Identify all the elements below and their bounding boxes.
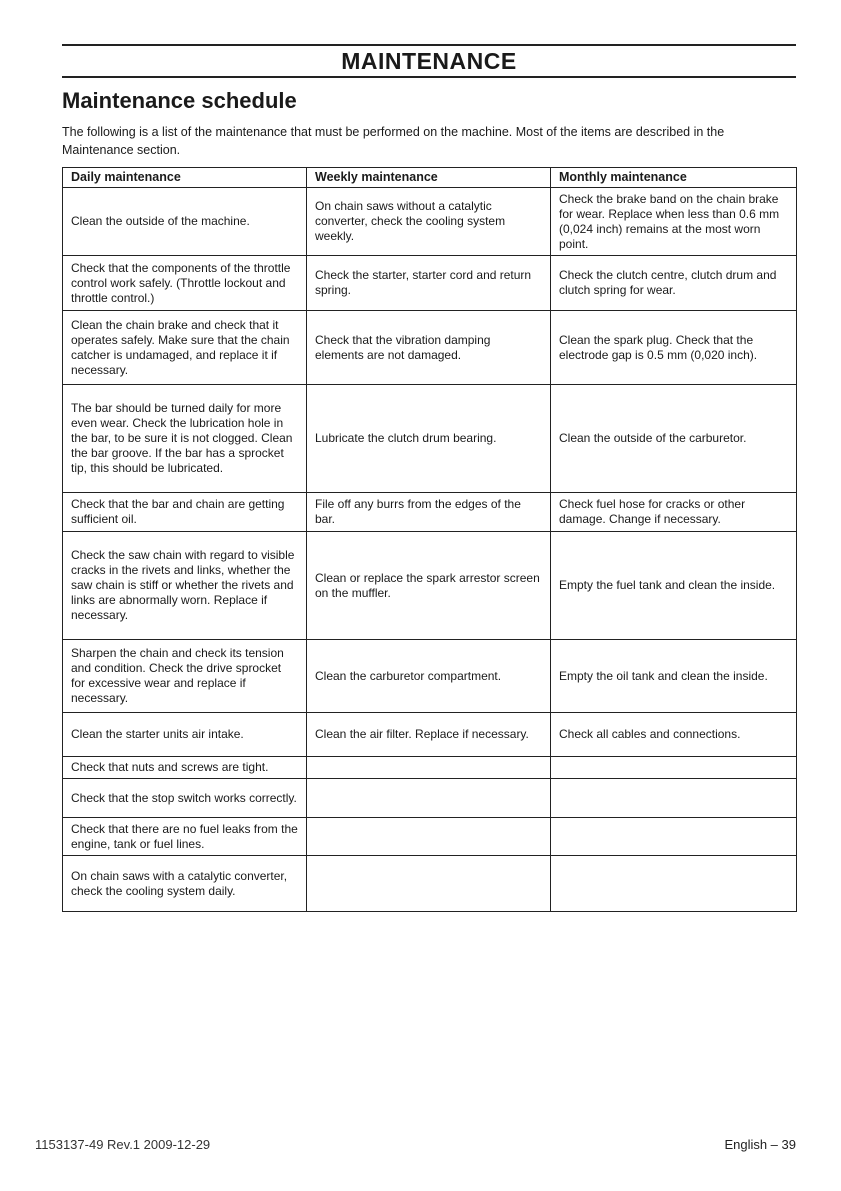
column-header-weekly: Weekly maintenance (307, 168, 551, 188)
monthly-task: Empty the fuel tank and clean the inside. (551, 532, 797, 640)
monthly-task (551, 818, 797, 856)
weekly-task (307, 818, 551, 856)
daily-task: Check the saw chain with regard to visible cracks in the rivets and links, whether the saw chain is stiff or whether the rivets and links are abnormally worn. Replace if necessary. (63, 532, 307, 640)
maintenance-table (62, 167, 797, 912)
daily-task: Sharpen the chain and check its tension and condition. Check the drive sprocket for excessive wear and replace if necessary. (63, 640, 307, 713)
weekly-task: File off any burrs from the edges of the bar. (307, 493, 551, 532)
document-id: 1153137-49 Rev.1 2009-12-29 (35, 1137, 211, 1152)
weekly-task: Clean the carburetor compartment. (307, 640, 551, 713)
table-header-row (63, 168, 797, 188)
monthly-task: Clean the outside of the carburetor. (551, 385, 797, 493)
top-rule (62, 44, 796, 46)
daily-task: Check that the bar and chain are getting sufficient oil. (63, 493, 307, 532)
table-row (63, 713, 797, 757)
daily-task: Clean the outside of the machine. (63, 188, 307, 256)
table-row (63, 311, 797, 385)
weekly-task (307, 856, 551, 912)
weekly-task: Check the starter, starter cord and return spring. (307, 256, 551, 311)
page-number: English – 39 (724, 1137, 796, 1152)
table-row (63, 385, 797, 493)
table-row (63, 188, 797, 256)
column-header-monthly: Monthly maintenance (551, 168, 797, 188)
monthly-task: Check all cables and connections. (551, 713, 797, 757)
table-row (63, 640, 797, 713)
monthly-task (551, 779, 797, 818)
daily-task: Check that the components of the throttle control work safely. (Throttle lockout and throttle control.) (63, 256, 307, 311)
weekly-task (307, 757, 551, 779)
monthly-task (551, 856, 797, 912)
monthly-task: Clean the spark plug. Check that the electrode gap is 0.5 mm (0,020 inch). (551, 311, 797, 385)
daily-task: Check that there are no fuel leaks from the engine, tank or fuel lines. (63, 818, 307, 856)
monthly-task: Empty the oil tank and clean the inside. (551, 640, 797, 713)
table-row (63, 757, 797, 779)
daily-task: The bar should be turned daily for more even wear. Check the lubrication hole in the bar, to be sure it is not clogged. Clean the bar groove. If the bar has a sprocket tip, this should be lubricated. (63, 385, 307, 493)
table-row (63, 779, 797, 818)
weekly-task: Clean the air filter. Replace if necessary. (307, 713, 551, 757)
weekly-task: Clean or replace the spark arrestor screen on the muffler. (307, 532, 551, 640)
table-row (63, 818, 797, 856)
table-row (63, 856, 797, 912)
monthly-task: Check the brake band on the chain brake for wear. Replace when less than 0.6 mm (0,024 inch) remains at the most worn point. (551, 188, 797, 256)
daily-task: Check that the stop switch works correctly. (63, 779, 307, 818)
weekly-task: Lubricate the clutch drum bearing. (307, 385, 551, 493)
section-title: MAINTENANCE (341, 48, 517, 74)
weekly-task: On chain saws without a catalytic converter, check the cooling system weekly. (307, 188, 551, 256)
intro-paragraph: The following is a list of the maintenance that must be performed on the machine. Most of the items are described in the Maintenance section. (62, 125, 725, 157)
daily-task: On chain saws with a catalytic converter, check the cooling system daily. (63, 856, 307, 912)
weekly-task (307, 779, 551, 818)
section-underline (62, 76, 796, 78)
daily-task: Clean the starter units air intake. (63, 713, 307, 757)
daily-task: Check that nuts and screws are tight. (63, 757, 307, 779)
column-header-daily: Daily maintenance (63, 168, 307, 188)
table-row (63, 532, 797, 640)
monthly-task: Check fuel hose for cracks or other damage. Change if necessary. (551, 493, 797, 532)
table-row (63, 493, 797, 532)
table-row (63, 256, 797, 311)
page-title: Maintenance schedule (62, 88, 297, 113)
weekly-task: Check that the vibration damping elements are not damaged. (307, 311, 551, 385)
monthly-task: Check the clutch centre, clutch drum and clutch spring for wear. (551, 256, 797, 311)
daily-task: Clean the chain brake and check that it operates safely. Make sure that the chain catcher is undamaged, and replace it if necessary. (63, 311, 307, 385)
monthly-task (551, 757, 797, 779)
